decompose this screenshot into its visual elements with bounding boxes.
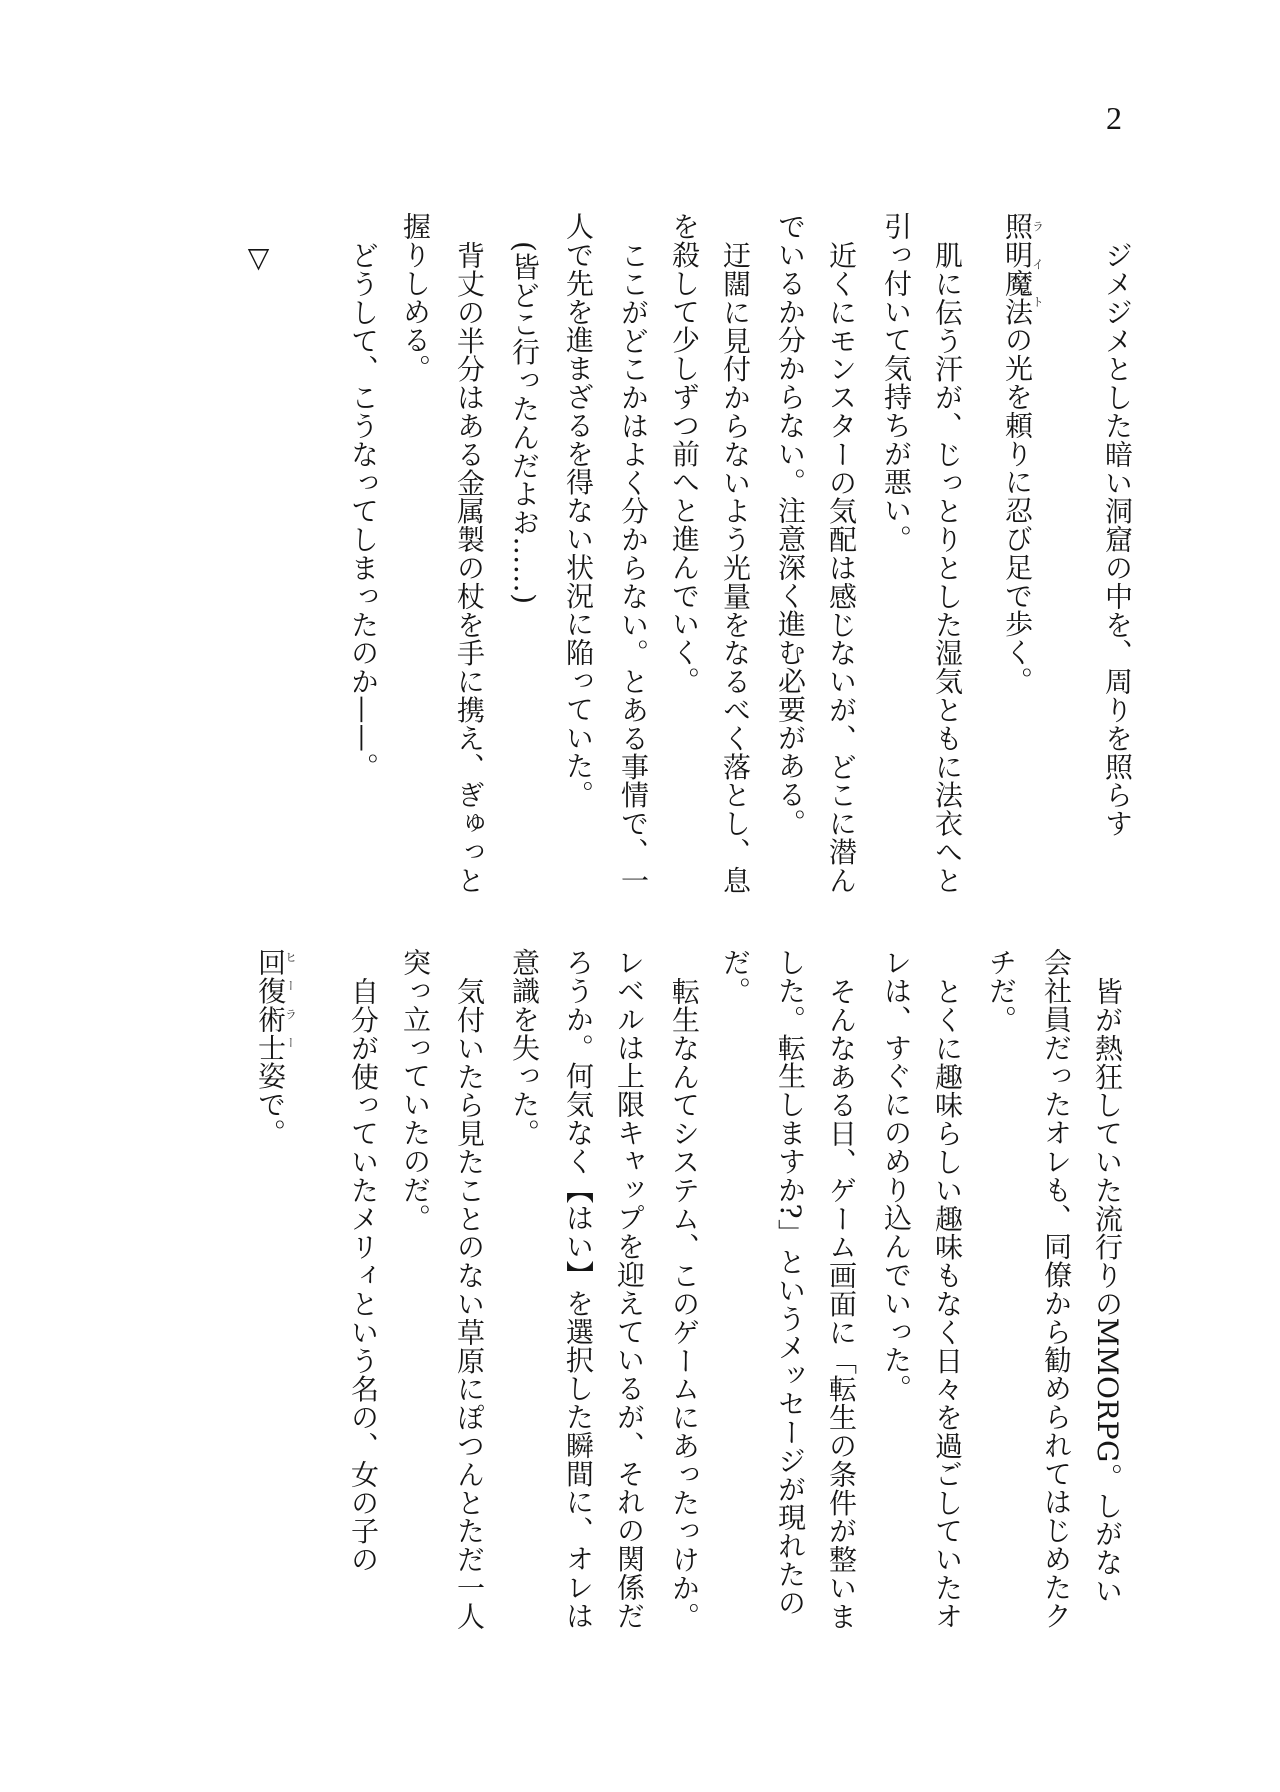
text-line — [562, 948, 595, 1630]
scene-break-marker — [242, 212, 275, 275]
text-line — [347, 212, 380, 781]
line-text: を殺して少しずつ前へと進んでいく。 — [668, 212, 701, 695]
line-text: レベルは上限キャップを迎えているが、それの関係だ — [613, 948, 646, 1630]
text-line — [347, 948, 380, 1574]
text-line — [508, 948, 541, 1147]
text-line — [562, 212, 595, 809]
text-line — [719, 212, 752, 895]
line-text: ▽ — [242, 241, 275, 275]
text-line — [399, 212, 432, 383]
line-text: 気付いたら見たことのない草原にぽつんとただ一人 — [453, 977, 486, 1631]
text-line — [613, 948, 646, 1630]
text-line — [880, 212, 913, 553]
text-line — [453, 948, 486, 1631]
text-line — [825, 948, 858, 1631]
line-text: チだ。 — [985, 948, 1018, 1034]
text-line — [1091, 948, 1124, 1605]
line-text: 迂闊に見付からないよう光量をなるべく落とし、息 — [719, 241, 752, 895]
text-line — [931, 212, 964, 895]
text-line — [668, 212, 701, 695]
line-text: どうして、こうなってしまったのか——。 — [347, 241, 380, 781]
line-text: 転生なんてシステム、このゲームにあったっけか。 — [668, 977, 701, 1631]
text-line — [931, 948, 964, 1631]
text-line — [668, 948, 701, 1631]
line-text: 意識を失った。 — [508, 948, 541, 1147]
ruby-reading: ライト — [1030, 212, 1045, 326]
text-line — [774, 212, 807, 837]
line-text: ここがどこかはよく分からない。とある事情で、一 — [617, 241, 650, 895]
line-text: 握りしめる。 — [399, 212, 432, 383]
line-text: そんなある日、ゲーム画面に「転生の条件が整いま — [825, 977, 858, 1631]
page-number: 2 — [1106, 100, 1122, 136]
text-line — [719, 948, 752, 1005]
text-line — [1040, 948, 1073, 1630]
line-text: 近くにモンスターの気配は感じないが、どこに潜ん — [825, 241, 858, 895]
text-line — [880, 948, 913, 1403]
line-text: 人で先を進まざるを得ない状況に陥っていた。 — [562, 212, 595, 809]
line-text: ジメジメとした暗い洞窟の中を、周りを照らす — [1101, 241, 1134, 838]
line-text: 自分が使っていたメリィという名の、女の子の — [347, 977, 380, 1574]
line-text: 引っ付いて気持ちが悪い。 — [880, 212, 913, 553]
ruby-annotation — [254, 948, 298, 1062]
line-text: だ。 — [719, 948, 752, 1005]
text-line — [617, 212, 650, 895]
text-line — [1003, 212, 1044, 695]
text-line — [985, 948, 1018, 1034]
ruby-base: 照明魔法 — [1001, 212, 1034, 326]
line-text: した。転生しますか?」というメッセージが現れたの — [774, 948, 807, 1617]
line-text: とくに趣味らしい趣味もなく日々を過ごしていたオ — [931, 977, 964, 1631]
text-line — [256, 948, 297, 1147]
line-text: 皆が熱狂していた流行りのMMORPG。しがない — [1091, 977, 1124, 1605]
ruby-annotation — [1001, 212, 1045, 326]
ruby-base: 回復術士 — [254, 948, 287, 1062]
text-line — [508, 212, 541, 605]
line-text: の光を頼りに忍び足で歩く。 — [1001, 325, 1034, 695]
ruby-reading: ヒーラー — [283, 948, 298, 1062]
line-text: でいるか分からない。注意深く進む必要がある。 — [774, 212, 807, 837]
line-text: 突っ立っていたのだ。 — [399, 948, 432, 1232]
line-text: 会社員だったオレも、同僚から勧められてはじめたク — [1040, 948, 1073, 1630]
text-line — [399, 948, 432, 1232]
line-text: 姿で。 — [254, 1061, 287, 1147]
text-line — [453, 212, 486, 895]
text-line — [825, 212, 858, 895]
line-text: 肌に伝う汗が、じっとりとした湿気ともに法衣へと — [931, 241, 964, 895]
line-text: レは、すぐにのめり込んでいった。 — [880, 948, 913, 1403]
line-text: (皆どこ行ったんだよお……) — [508, 241, 541, 605]
line-text: 背丈の半分はある金属製の杖を手に携え、ぎゅっと — [453, 241, 486, 895]
text-line — [774, 948, 807, 1617]
line-text: ろうか。何気なく【はい】を選択した瞬間に、オレは — [562, 948, 595, 1630]
text-line — [1101, 212, 1134, 838]
